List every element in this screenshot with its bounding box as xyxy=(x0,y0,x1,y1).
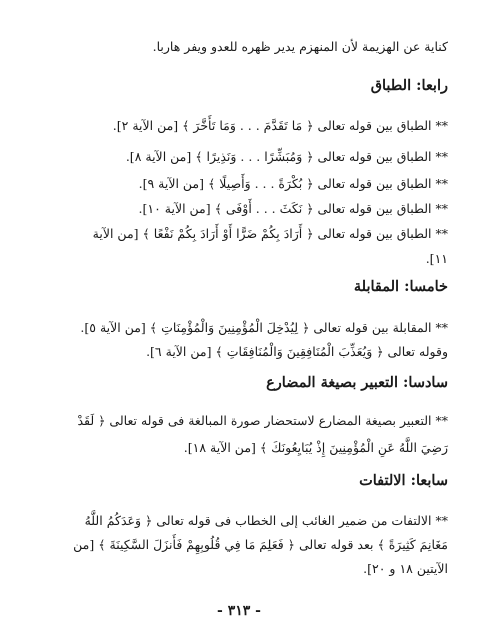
tibaq-line-3: ** الطباق بين قوله تعالى ﴿ بُكْرَةً . . . وَأَصِيلًا ﴾ [من الآية ٩]. xyxy=(138,176,448,191)
muqabala-line-1: ** المقابلة بين قوله تعالى ﴿ لِيُدْخِلَ الْمُؤْمِنِينَ وَالْمُؤْمِنَاتِ ﴾ [من الآية ٥]. xyxy=(80,320,448,335)
section-heading-iltifat: سابعا: الالتفات xyxy=(359,472,448,489)
intro-line: كناية عن الهزيمة لأن المنهزم يدير ظهره للعدو ويفر هاربا. xyxy=(152,39,448,54)
iltifat-line-1: ** الالتفات من ضمير الغائب إلى الخطاب فى قوله تعالى ﴿ وَعَدَكُمُ اللَّهُ xyxy=(84,513,448,528)
tibaq-line-1: ** الطباق بين قوله تعالى ﴿ مَا تَقَدَّمَ . . . وَمَا تَأَخَّرَ ﴾ [من الآية ٢]. xyxy=(112,118,448,133)
mudari-line-1: ** التعبير بصيغة المضارع لاستحضار صورة المبالغة فى قوله تعالى ﴿ لَقَدْ xyxy=(77,413,448,428)
section-heading-tibaq: رابعا: الطباق xyxy=(370,77,448,94)
muqabala-line-2: وقوله تعالى ﴿ وَيُعَذِّبَ الْمُنَافِقِينَ وَالْمُنَافِقَاتِ ﴾ [من الآية ٦]. xyxy=(146,344,448,359)
tibaq-line-6: ١١]. xyxy=(425,251,448,266)
iltifat-line-2: مَغَانِمَ كَثِيرَةً ﴾ بعد قوله تعالى ﴿ فَعَلِمَ مَا فِي قُلُوبِهِمْ فَأَنزَلَ السَّكِينَةَ ﴾ [من xyxy=(73,537,448,552)
page-number: - ٣١٣ - xyxy=(217,603,261,619)
section-heading-mudari: سادسا: التعبير بصيغة المضارع xyxy=(266,374,448,391)
tibaq-line-4: ** الطباق بين قوله تعالى ﴿ نَكَثَ . . . أَوْفَى ﴾ [من الآية ١٠]. xyxy=(138,201,448,216)
tibaq-line-5: ** الطباق بين قوله تعالى ﴿ أَرَادَ بِكُمْ ضَرًّا أَوْ أَرَادَ بِكُمْ نَفْعًا ﴾ [من الآية xyxy=(92,226,448,241)
tibaq-line-2: ** الطباق بين قوله تعالى ﴿ وَمُبَشِّرًا . . . وَنَذِيرًا ﴾ [من الآية ٨]. xyxy=(125,149,448,164)
section-heading-muqabala: خامسا: المقابلة xyxy=(353,278,448,295)
iltifat-line-3: الآيتين ١٨ و ٢٠]. xyxy=(363,561,448,576)
mudari-line-2: رَضِيَ اللَّهُ عَنِ الْمُؤْمِنِينَ إِذْ يُبَايِعُونَكَ ﴾ [من الآية ١٨]. xyxy=(183,440,448,455)
